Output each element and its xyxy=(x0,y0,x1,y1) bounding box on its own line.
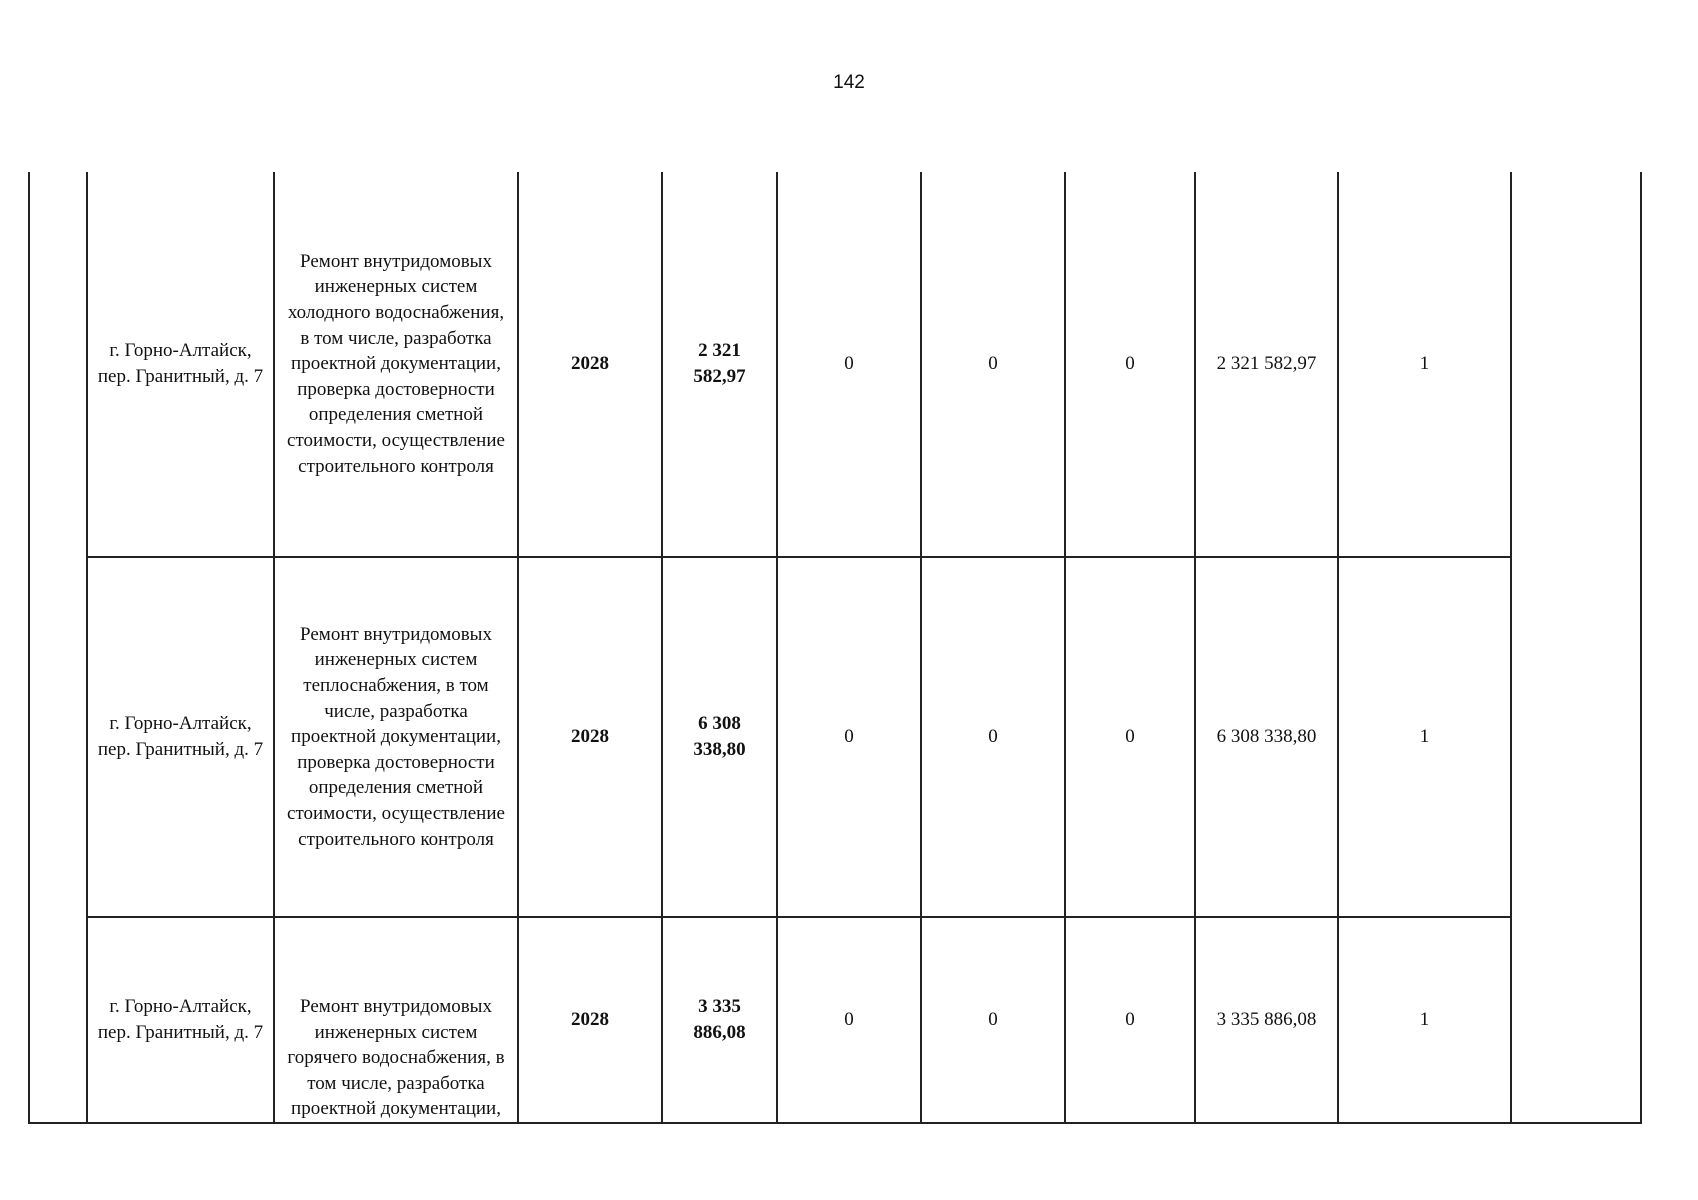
funding-cell-2: 0 xyxy=(921,172,1065,557)
funding-cell-1: 0 xyxy=(777,172,921,557)
quantity-cell: 1 xyxy=(1338,557,1511,917)
table-row xyxy=(29,557,1641,917)
year-cell: 2028 xyxy=(518,557,662,917)
funding-cell-1: 0 xyxy=(777,557,921,917)
funding-cell-1: 0 xyxy=(777,917,921,1123)
funding-cell-3: 0 xyxy=(1065,557,1195,917)
quantity-cell: 1 xyxy=(1338,917,1511,1123)
total-cost-cell: 2 321 582,97 xyxy=(662,172,777,557)
quantity-cell: 1 xyxy=(1338,172,1511,557)
total-cost-cell: 6 308 338,80 xyxy=(662,557,777,917)
funding-cell-4: 2 321 582,97 xyxy=(1195,172,1338,557)
year-cell: 2028 xyxy=(518,917,662,1123)
funding-cell-4: 6 308 338,80 xyxy=(1195,557,1338,917)
capital-repair-table xyxy=(28,172,1642,1124)
work-type-cell: Ремонт внутридомовых инженерных систем теплоснабжения, в том числе, разработка проектной документации, проверка достоверности определения сметной стоимости, осуществление строительного контроля xyxy=(274,557,518,917)
merged-number-cell xyxy=(29,172,87,1123)
funding-cell-4: 3 335 886,08 xyxy=(1195,917,1338,1123)
address-cell: г. Горно-Алтайск, пер. Гранитный, д. 7 xyxy=(87,557,274,917)
funding-cell-2: 0 xyxy=(921,917,1065,1123)
table-row xyxy=(29,917,1641,1123)
funding-cell-3: 0 xyxy=(1065,917,1195,1123)
address-cell: г. Горно-Алтайск, пер. Гранитный, д. 7 xyxy=(87,917,274,1123)
page-number: 142 xyxy=(833,72,865,93)
total-cost-cell: 3 335 886,08 xyxy=(662,917,777,1123)
table-row xyxy=(29,172,1641,557)
year-cell: 2028 xyxy=(518,172,662,557)
work-type-cell: Ремонт внутридомовых инженерных систем холодного водоснабжения, в том числе, разработка проектной документации, проверка достоверности определения сметной стоимости, осуществление строительного контроля xyxy=(274,172,518,557)
address-cell: г. Горно-Алтайск, пер. Гранитный, д. 7 xyxy=(87,172,274,557)
funding-cell-2: 0 xyxy=(921,557,1065,917)
work-type-cell: Ремонт внутридомовых инженерных систем горячего водоснабжения, в том числе, разработка проектной документации, xyxy=(274,917,518,1123)
merged-last-cell xyxy=(1511,172,1641,1123)
funding-cell-3: 0 xyxy=(1065,172,1195,557)
